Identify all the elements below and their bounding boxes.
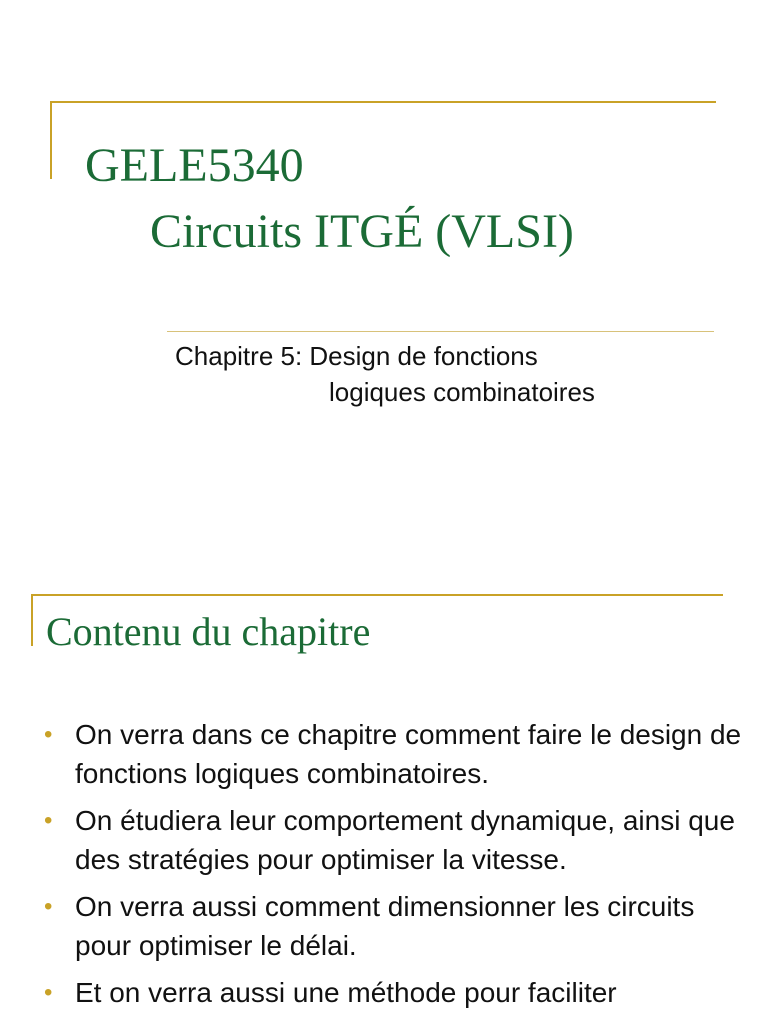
bullet-item <box>44 715 744 793</box>
chapter-subtitle-line1: Chapitre 5: Design de fonctions <box>175 341 538 371</box>
bullet-icon: • <box>44 721 53 748</box>
bullet-item <box>44 801 744 879</box>
bullet-list <box>44 715 744 1020</box>
title-left-rule <box>50 101 52 179</box>
bullet-icon: • <box>44 979 53 1006</box>
bullet-item <box>44 887 744 965</box>
chapter-subtitle-line2: logiques combinatoires <box>329 377 595 407</box>
content-top-rule <box>31 594 723 596</box>
subtitle-rule <box>167 331 714 332</box>
content-slide-title: Contenu du chapitre <box>46 609 371 654</box>
title-top-rule <box>50 101 716 103</box>
bullet-text: Et on verra aussi une méthode pour faciliter <box>75 977 617 1008</box>
bullet-text: On verra dans ce chapitre comment faire le design de fonctions logiques combinatoires. <box>75 719 742 789</box>
bullet-text: On étudiera leur comportement dynamique, ainsi que des stratégies pour optimiser la vitesse. <box>75 805 735 875</box>
bullet-item <box>44 973 744 1012</box>
bullet-text: On verra aussi comment dimensionner les circuits pour optimiser le délai. <box>75 891 695 961</box>
bullet-icon: • <box>44 807 53 834</box>
content-left-rule <box>31 594 33 646</box>
chapter-subtitle <box>175 338 595 410</box>
bullet-icon: • <box>44 893 53 920</box>
course-name-title: Circuits ITGÉ (VLSI) <box>150 205 574 258</box>
content-slide <box>0 560 768 1024</box>
course-code-title: GELE5340 <box>85 139 304 192</box>
